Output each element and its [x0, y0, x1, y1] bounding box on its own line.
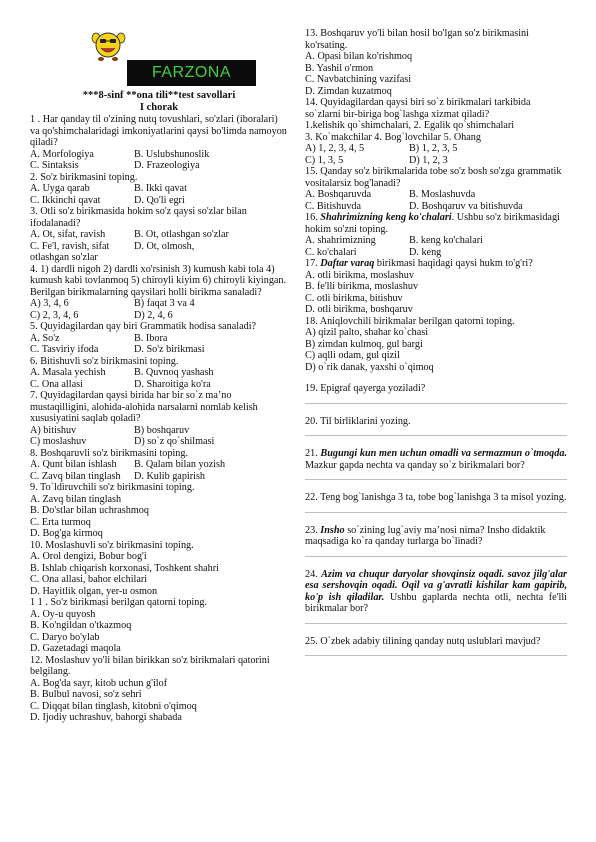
page-title: ***8-sinf **ona tili**test savollari	[82, 90, 236, 101]
question-6	[30, 356, 288, 391]
option-label: A. Uyga qarab	[30, 183, 90, 194]
question-23: 23. Insho so`zining lug`aviy ma’nosi nima? Insho didaktik maqsadiga ko`ra qanday turlarga bo`linadi?	[305, 524, 546, 547]
question-text: 13. Boshqaruv yo'li bilan hosil bo'lgan so'z birikmasini ko'rsating.	[305, 28, 529, 51]
question-16: 16. Shahrimizning keng ko'chalari. Ushbu so'z birikmasidagi hokim so'zni toping. A. shahrimizning B. keng ko'chalari C. ko'chalari D. keng	[305, 212, 567, 258]
option-label: D) so`z qo`shilmasi	[134, 436, 215, 447]
question-text: 9. To`ldiruvchili so'z birikmasini toping.	[30, 482, 195, 493]
option-label: D. Ijodiy uchrashuv, bahorgi shabada	[30, 712, 182, 723]
question-19: 19. Epigraf qayerga yoziladi?	[305, 383, 426, 394]
option-label: C. Fe'l, ravish, sifat	[30, 240, 110, 252]
question-9	[30, 482, 288, 540]
question-text: 6. Bitishuvli so'z birikmasini toping.	[30, 355, 179, 367]
option-label: C) 2, 3, 4, 6	[30, 309, 79, 321]
question-13	[305, 28, 567, 97]
option-label: D. So'z birikmasi	[134, 344, 205, 355]
left-column	[30, 0, 288, 724]
question-2	[30, 172, 288, 207]
right-questions	[305, 28, 567, 212]
option-label: A. Morfologiya	[30, 148, 94, 160]
left-questions	[30, 114, 288, 724]
option-label: B. Bulbul navosi, so'z sehri	[30, 689, 142, 700]
option-label: B. Ibora	[134, 332, 168, 344]
option-label: B. Do'stlar bilan uchrashmoq	[30, 505, 149, 516]
question-text: 1 1 . So'z birikmasi berilgan qatorni toping.	[30, 597, 207, 608]
option-label: D. Sharoitiga ko'ra	[134, 378, 211, 390]
brand-logo: FARZONA	[127, 60, 256, 86]
option-label: B. fe'lli birikma, moslashuv	[305, 281, 419, 292]
option-label: C. Tasviriy ifoda	[30, 344, 99, 355]
option-row	[30, 367, 288, 379]
option-label: C) aqlli odam, gul qizil	[305, 350, 400, 361]
option-label: D. Ot, olmosh,	[134, 240, 195, 252]
option-label: A. Opasi bilan ko'rishmoq	[305, 51, 413, 62]
question-12	[30, 655, 288, 724]
question-10	[30, 540, 288, 598]
option-label: A. shahrimizning	[305, 235, 376, 246]
option-label: D. Gazetadagi maqola	[30, 643, 121, 654]
question-21: 21. Bugungi kun men uchun omadli va sermazmun o`tmoqda. Mazkur gapda nechta va qanday so`z birikmalari bor?	[305, 448, 568, 471]
question-1	[30, 114, 288, 172]
option-label: C. Sintaksis	[30, 160, 79, 171]
question-text: 8. Boshqaruvli so'z birikmasini toping.	[30, 447, 189, 459]
option-label: A. Qunt bilan ishlash	[30, 459, 117, 470]
option-label: D. Bog'ga kirmoq	[30, 528, 103, 539]
question-4	[30, 264, 288, 322]
option-row	[30, 310, 288, 322]
smiley-thumbs-up-icon	[88, 26, 128, 62]
option-row	[305, 247, 567, 259]
option-row	[30, 333, 288, 345]
option-label: D) 1, 2, 3	[409, 154, 448, 166]
question-7	[30, 390, 288, 448]
right-column	[305, 28, 567, 668]
option-row	[30, 160, 288, 172]
option-label: A. Bog'da sayr, kitob uchun g'ilof	[30, 677, 168, 689]
answer-line-24[interactable]	[305, 615, 567, 624]
answer-line-25[interactable]	[305, 647, 567, 656]
option-row	[30, 241, 288, 253]
option-row	[30, 195, 288, 207]
option-label: C. Bitishuvda	[305, 200, 362, 212]
answer-line-22[interactable]	[305, 504, 567, 513]
question-25: 25. O`zbek adabiy tilining qanday nutq uslublari mavjud?	[305, 635, 541, 647]
option-row	[30, 183, 288, 195]
option-label: C. Ikkinchi qavat	[30, 194, 101, 206]
option-row	[30, 344, 288, 356]
option-label: 3. Ko`makchilar 4. Bog`lovchilar 5. Ohang	[305, 131, 481, 143]
question-15	[305, 166, 567, 212]
option-label: C. Diqqat bilan tinglash, kitobni o'qimoq	[30, 700, 197, 712]
answer-line-23[interactable]	[305, 548, 567, 557]
question-text: 2. So'z birikmasini toping.	[30, 171, 138, 183]
question-text: 4. 1) dardli nigoh 2) dardli xo'rsinish 3) kumush kabi tola 4) kumush kabi tovlanmoq 5) chiroyli kiyim 6) chiroyli kiyingan. Berilgan birikmalarning qaysilari holli birikma sanaladi?	[30, 263, 287, 298]
question-text: 15. Qanday so'z birikmalarida tobe so'z bosh so'zga grammatik vositalarsiz bog'lanadi?	[305, 166, 562, 189]
option-label: D. Zimdan kuzatmoq	[305, 85, 392, 97]
option-label: C. Daryo bo'ylab	[30, 631, 100, 643]
option-label: D. Qo'li egri	[134, 194, 185, 206]
option-label: D. Boshqaruv va bitishuvda	[409, 200, 523, 212]
question-18: 18. Aniqlovchili birikmalar berilgan qatorni toping. A) qizil palto, shahar ko`chasi B) zimdan kulmoq, gul bargi C) aqlli odam, gul qizil D) o`rik danak, yaxshi o`qimoq	[305, 316, 567, 374]
option-label: C. ko'chalari	[305, 246, 357, 258]
option-row	[305, 189, 567, 201]
question-text: 3. Otli so'z birikmasida hokim so'z qaysi so'zlar bilan ifodalanadi?	[30, 206, 247, 229]
question-20: 20. Til birliklarini yozing.	[305, 415, 411, 427]
option-row	[305, 143, 567, 155]
option-row	[30, 459, 288, 471]
option-label: B. Quvnoq yashash	[134, 367, 214, 378]
option-label: A. Boshqaruvda	[305, 189, 372, 200]
option-label: B. Ko'ngildan o'tkazmoq	[30, 620, 132, 631]
question-11	[30, 597, 288, 655]
option-label: B) zimdan kulmoq, gul bargi	[305, 338, 423, 350]
option-label: B) faqat 3 va 4	[134, 298, 195, 309]
option-label: A) 1, 2, 3, 4, 5	[305, 143, 365, 154]
option-label: B. Uslubshunoslik	[134, 148, 210, 160]
option-label: D. keng	[409, 246, 442, 258]
question-3	[30, 206, 288, 264]
option-label: B) boshqaruv	[134, 424, 190, 436]
option-label: B. Moslashuvda	[409, 189, 476, 200]
option-label: C. Ona allasi	[30, 378, 83, 390]
option-label: A. Masala yechish	[30, 367, 106, 378]
option-label: C) moslashuv	[30, 436, 87, 447]
option-label: D. Kulib gapirish	[134, 470, 206, 482]
option-row	[305, 155, 567, 167]
question-8	[30, 448, 288, 483]
option-label: otlashgan so'zlar	[30, 252, 98, 263]
option-label: A) qizil palto, shahar ko`chasi	[305, 327, 429, 338]
option-label: A) 3, 4, 6	[30, 298, 69, 309]
option-label: B. Qalam bilan yozish	[134, 459, 226, 470]
option-row	[305, 201, 567, 213]
option-row	[30, 298, 288, 310]
option-label: A) bitishuv	[30, 424, 77, 436]
option-label: A. Zavq bilan tinglash	[30, 493, 122, 505]
answer-line-21[interactable]	[305, 471, 567, 480]
option-label: 1.kelishik qo`shimchalari, 2. Egalik qo`shimchalari	[305, 120, 515, 131]
option-label: C. Erta turmoq	[30, 516, 91, 528]
option-label: A. Orol dengizi, Bobur bog'i	[30, 551, 147, 562]
option-label: D. otli birikma, boshqaruv	[305, 304, 413, 315]
option-label: B. keng ko'chalari	[409, 235, 483, 246]
option-row	[30, 436, 288, 448]
question-text: 12. Moslashuv yo'li bilan birikkan so'z birikmalari qatorini belgilang.	[30, 654, 270, 677]
option-label: D) 2, 4, 6	[134, 309, 173, 321]
option-label: C) 1, 3, 5	[305, 154, 344, 166]
option-label: B. Ishlab chiqarish korxonasi, Toshkent shahri	[30, 562, 219, 574]
question-22: 22. Teng bog`lanishga 3 ta, tobe bog`lanishga 3 ta misol yozing.	[305, 492, 567, 503]
option-label: B. Ot, otlashgan so'zlar	[134, 229, 229, 240]
option-label: A. Ot, sifat, ravish	[30, 229, 106, 240]
page-subtitle: I chorak	[139, 102, 179, 113]
option-row	[30, 471, 288, 483]
option-row	[30, 379, 288, 391]
option-label: A. Oy-u quyosh	[30, 608, 96, 620]
option-label: C. otli birikma, bitishuv	[305, 292, 403, 304]
option-label: A. otli birikma, moslashuv	[305, 269, 414, 281]
option-label: D. Hayitlik olgan, yer-u osmon	[30, 585, 158, 597]
question-text: 10. Moslashuvli so'z birikmasini toping.	[30, 539, 194, 551]
option-row	[30, 229, 288, 241]
question-14	[305, 97, 567, 166]
option-label: B. Yashil o'rmon	[305, 62, 374, 74]
header	[30, 0, 288, 90]
answer-line-20[interactable]	[305, 427, 567, 436]
question-text: 7. Quyidagilardan qaysi birida har bir so`z ma’no mustaqilligini, alohida-alohida narsalarni nomlab kelish xususiyatini saqlab qoladi?	[30, 390, 258, 424]
option-label: B. Ikki qavat	[134, 183, 187, 194]
question-5	[30, 321, 288, 356]
option-label: C. Navbatchining vazifasi	[305, 74, 412, 85]
question-17: 17. Daftar varaq birikmasi haqidagi qaysi hukm to'g'ri? A. otli birikma, moslashuv B. fe'lli birikma, moslashuv C. otli birikma, bitishuv D. otli birikma, boshqaruv	[305, 258, 567, 316]
option-row	[305, 235, 567, 247]
option-label: C. Ona allasi, bahor elchilari	[30, 574, 148, 585]
question-text: 14. Quyidagilardan qaysi biri so`z birikmalari tarkibida so`zlarni bir-biriga bog`lashga xizmat qiladi?	[305, 97, 531, 120]
option-row	[30, 425, 288, 437]
question-text: 5. Quyidagilardan qay biri Grammatik hodisa sanaladi?	[30, 321, 257, 332]
option-label: C. Zavq bilan tinglash	[30, 470, 121, 482]
option-label: D. Frazeologiya	[134, 160, 200, 171]
option-label: A. So'z	[30, 332, 60, 344]
option-row	[30, 149, 288, 161]
question-text: 1 . Har qanday til o'zining nutq tovushlari, so'zlari (iboralari) va qo'shimchalaridagi imkoniyatlarini qaysi bo'limda namoyon qiladi?	[30, 114, 287, 148]
question-24: 24. Azim va chuqur daryolar shovqinsiz oqadi. savoz jilg'alar esa sershovqin oqadi. Oqil va g'avratli kishilar kam gapirib, ko'p ish qiladilar. Ushbu gaplarda nechta otli, nechta fe'lli birikmalar bor?	[305, 568, 568, 614]
answer-line-19[interactable]	[305, 395, 567, 404]
option-label: D) o`rik danak, yaxshi o`qimoq	[305, 361, 434, 373]
option-label: B) 1, 2, 3, 5	[409, 143, 458, 154]
